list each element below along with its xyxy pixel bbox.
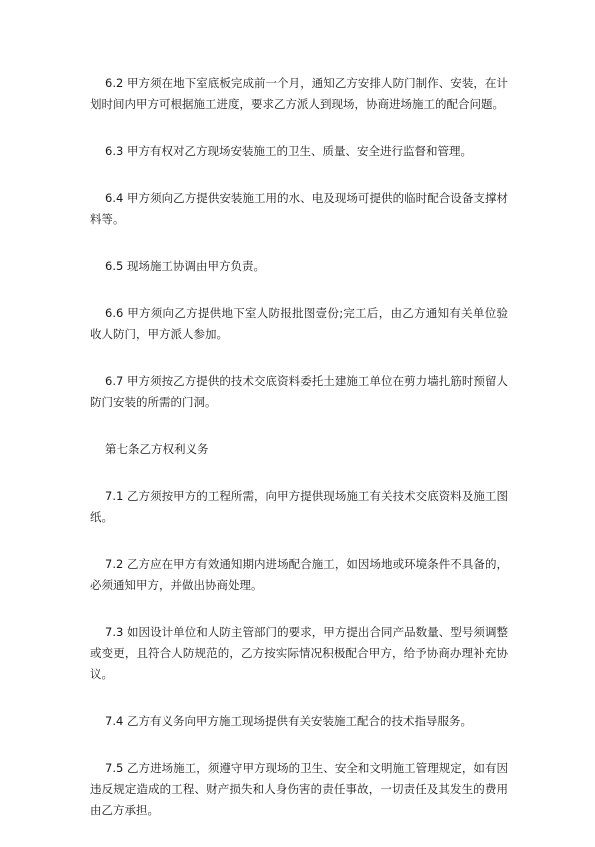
clause-7-2: 7.2 乙方应在甲方有效通知期内进场配合施工，如因场地或环境条件不具备的，必须通知甲方，并做出协商处理。 [90,557,508,592]
clause-7-3: 7.3 如因设计单位和人防主管部门的要求，甲方提出合同产品数量、型号须调整或变更，且符合人防规范的，乙方按实际情况积极配合甲方，给予协商办理补充协议。 [90,625,508,681]
clause-7-4: 7.4 乙方有义务向甲方施工现场提供有关安装施工配合的技术指导服务。 [105,714,472,728]
section-heading-article-7: 第七条乙方权利义务 [105,442,209,456]
clause-6-2: 6.2 甲方须在地下室底板完成前一个月，通知乙方安排人防门制作、安装，在计划时间内甲方可根据施工进度，要求乙方派人到现场，协商进场施工的配合问题。 [90,76,508,111]
clause-7-5: 7.5 乙方进场施工，须遵守甲方现场的卫生、安全和文明施工管理规定，如有因违反规定造成的工程、财产损失和人身伤害的责任事故，一切责任及其发生的费用由乙方承担。 [90,761,508,817]
clause-6-3: 6.3 甲方有权对乙方现场安装施工的卫生、质量、安全进行监督和管理。 [105,144,472,158]
clause-7-1: 7.1 乙方须按甲方的工程所需，向甲方提供现场施工有关技术交底资料及施工图纸。 [90,489,508,524]
document-body [90,73,508,847]
clause-6-6: 6.6 甲方须向乙方提供地下室人防报批图壹份;完工后，由乙方通知有关单位验收人防门，甲方派人参加。 [90,306,508,341]
clause-6-5: 6.5 现场施工协调由甲方负责。 [105,259,265,273]
clause-6-4: 6.4 甲方须向乙方提供安装施工用的水、电及现场可提供的临时配合设备支撑材料等。 [90,191,508,226]
clause-6-7: 6.7 甲方须按乙方提供的技术交底资料委托土建施工单位在剪力墙扎筋时预留人防门安装的所需的门洞。 [90,374,508,409]
